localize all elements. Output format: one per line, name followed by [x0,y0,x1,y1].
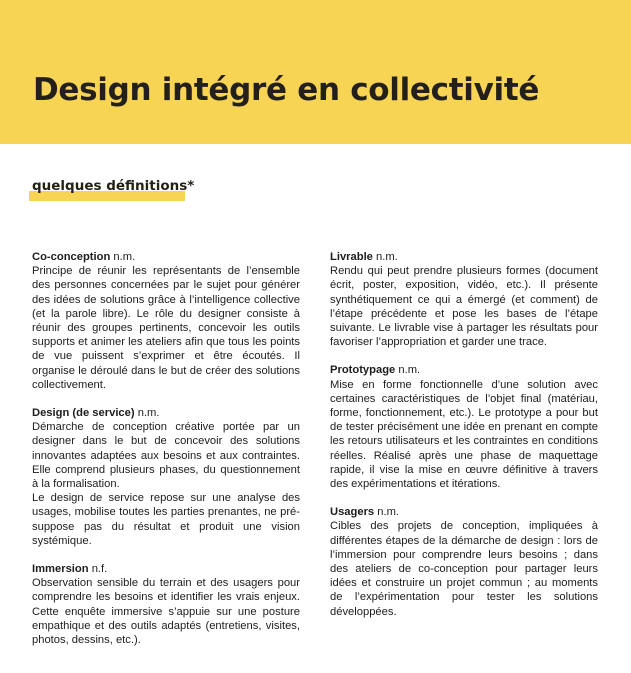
subtitle-text: quelques définitions* [32,178,195,194]
definition-category: n.m. [137,407,160,420]
definition-text: Observation sensible du terrain et des usagers pour comprendre les besoins et identifier les vrais enjeux. Cette enquête immersive s’appuie sur une posture empathique et des outils adaptés (entretiens, visites, photos, dessins, etc.). [32,577,300,647]
definition-term: Design (de service) [32,407,135,420]
definition-term: Prototypage [330,364,396,377]
definition-text: Démarche de conception créative portée par un designer dans le but de concevoir des solutions innovantes adaptées aux besoins et aux contraintes. Elle comprend plusieurs phases, du questionnement à la formalisation. [32,421,300,491]
definition-category: n.m. [377,506,400,519]
page-title: Design intégré en collectivité [33,72,540,108]
definition-term: Livrable [330,251,373,263]
definition-text: Cibles des projets de conception, impliquées à différentes étapes de la démarche de design : lors de l’immersion pour comprendre leurs besoins ; dans des ateliers de co-conception pour partager leurs idées et construire un projet commun ; au moments de l’expérimentation pour tester les solutions développées. [330,520,598,618]
definition-prototypage [330,363,598,491]
definition-text: Le design de service repose sur une analyse des usages, mobilise toutes les parties prenantes, ne pré-suppose pas du résultat et produit une vision systémique. [32,492,300,547]
definition-design-de-service [32,406,300,548]
definition-text: Mise en forme fonctionnelle d’une solution avec certaines caractéristiques de l’objet final (matériau, forme, fonctionnement, etc.). Le prototype a pour but de tester précisément une idée en prenant en compte les retours utilisateurs et les contraintes en conditions réelles. Réalisé après une phase de maquettage rapide, il vise la mise en œuvre définitive à travers des expérimentations et itérations. [330,378,598,491]
definition-livrable [330,250,598,349]
definition-category: n.f. [91,563,108,576]
definitions-column-left [32,250,300,661]
definition-term: Usagers [330,506,375,519]
header-banner [0,0,631,144]
definition-category: n.m. [376,251,398,263]
definition-text: Principe de réunir les représentants de l’ensemble des personnes concernées par le sujet pour générer des idées de solutions grâce à l’intelligence collective (et la parole libre). Le rôle du designer consiste à réunir des groupes pertinents, concevoir les outils supports et animer les ateliers afin que tous les points de vue puissent s’exprimer et être écoutés. Il organise le déroulé dans le but de créer des solutions collectivement. [32,265,300,391]
definition-usagers [330,505,598,619]
definitions-column-right [330,250,598,633]
definition-immersion [32,562,300,647]
definition-text: Rendu qui peut prendre plusieurs formes (document écrit, poster, exposition, vidéo, etc.). Il présente synthétiquement ce qui a émergé (et comment) de l’étape précédente et pose les bases de l’étape suivante. Le livrable vise à partager les résultats pour favoriser l’appropriation et garder une trace. [330,265,598,349]
section-subtitle [29,178,194,194]
definition-category: n.m. [113,251,136,263]
definition-term: Immersion [32,563,89,576]
definition-term: Co-conception [32,251,111,263]
definition-co-conception [32,250,300,392]
definition-category: n.m. [398,364,421,377]
